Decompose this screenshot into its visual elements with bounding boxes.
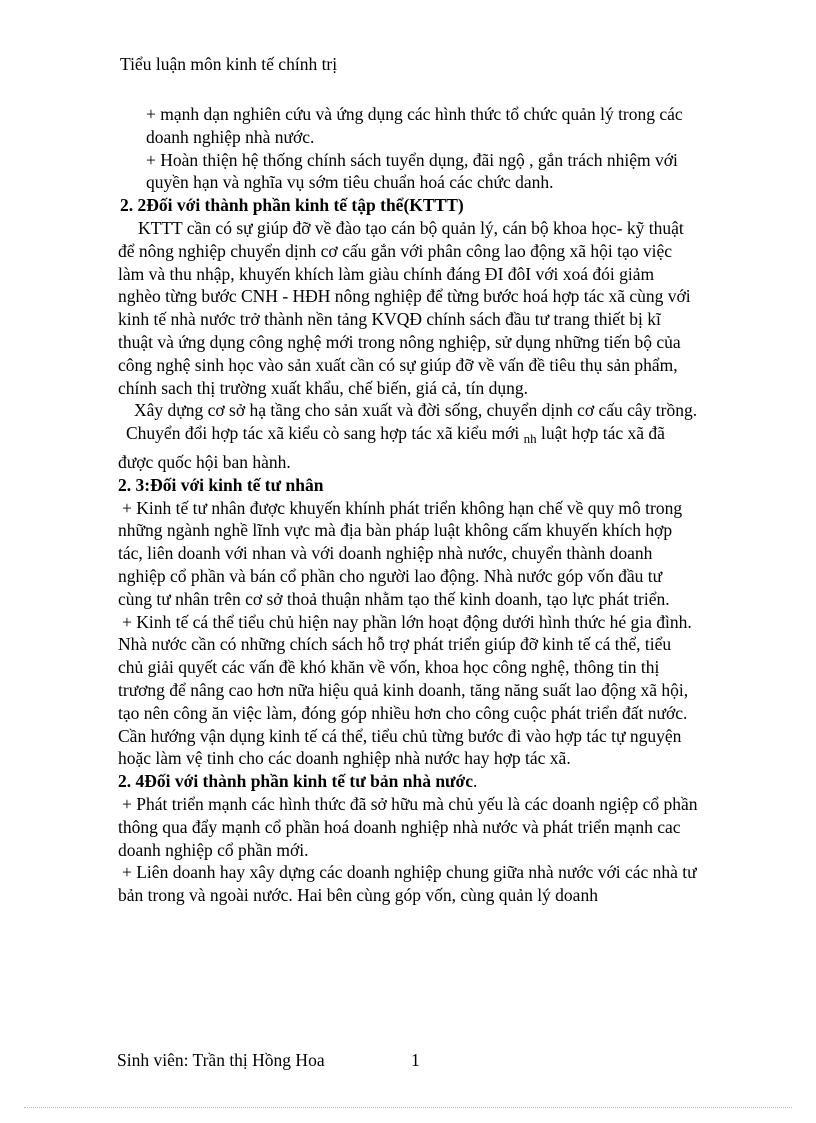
page-bottom-divider — [24, 1107, 792, 1108]
heading-dot: . — [473, 771, 478, 792]
paragraph — [118, 422, 698, 474]
page-header: Tiểu luận môn kinh tế chính trị — [120, 54, 338, 74]
bullet-paragraph: + Phát triển mạnh các hình thức đã sở hữu mà chủ yếu là các doanh ngiệp cổ phần thông qua đẩy mạnh cổ phần hoá doanh nghiệp nhà nước và phát triển mạnh cac doanh nghiệp cổ phần mới. — [118, 793, 698, 860]
bullet-paragraph: + Kinh tế tư nhân được khuyến khính phát triển không hạn chế về quy mô trong những ngành nghề lĩnh vực mà địa bàn pháp luật không cấm khuyến khích hợp tác, liên doanh với nhan và với doanh nghiệp nhà nước, chuyển thành doanh nghiệp cổ phần và bán cổ phần cho người lao động. Nhà nước góp vốn đầu tư cùng tư nhân trên cơ sở thoả thuận nhằm tạo thế kinh doanh, tạo lực phát triển. — [118, 497, 683, 609]
paragraph-text: Chuyển đổi hợp tác xã kiểu cò sang hợp tác xã kiểu mới — [126, 423, 520, 444]
bullet-paragraph: + Hoàn thiện hệ thống chính sách tuyển dụng, đãi ngộ , gắn trách nhiệm với quyền hạn và nghĩa vụ sớm tiêu chuẩn hoá các chức danh. — [146, 149, 678, 193]
document-body — [118, 103, 698, 907]
section-heading-2-3: 2. 3:Đối với kinh tế tư nhân — [118, 474, 324, 495]
page-footer — [117, 1050, 437, 1071]
bullet-paragraph: + Liên doanh hay xây dựng các doanh nghiệp chung giữa nhà nước với các nhà tư bản trong và ngoài nước. Hai bên cùng góp vốn, cùng quản lý doanh — [118, 862, 697, 906]
paragraph-text: luật hợp tác xã đã được quốc hội ban hành. — [118, 423, 665, 472]
subscript-text: nh — [523, 431, 537, 447]
paragraph: KTTT cần có sự giúp đỡ về đào tạo cán bộ quản lý, cán bộ khoa học- kỹ thuật để nông nghiệp chuyển dịnh cơ cấu gắn với phân công lao động xã hội tạo việc làm và thu nhập, khuyến khích làm giàu chính đáng ĐI đôI với xoá đói giảm nghèo từng bước CNH - HĐH nông nghiệp để từng bước hoá hợp tác xã cùng với kinh tế nhà nước trở thành nền tảng KVQĐ chính sách đầu tư trang thiết bị kĩ thuật và ứng dụng công nghệ mới trong nông nghiệp, sử dụng những tiến bộ của công nghệ sinh học vào sản xuất cần có sự giúp đỡ về vấn đề tiêu thụ sản phẩm, chính sach thị trường xuất khẩu, chế biến, giá cả, tín dụng. — [118, 217, 691, 398]
section-heading-2-4 — [118, 770, 698, 793]
section-heading-2-2: 2. 2Đối với thành phần kinh tế tập thể(KTTT) — [120, 195, 464, 216]
heading-text: 2. 4Đối với thành phần kinh tế tư bản nhà nước — [118, 771, 474, 792]
bullet-paragraph: + Kinh tế cá thể tiểu chủ hiện nay phần lớn hoạt động dưới hình thức hé gia đình. Nhà nước cần có những chích sách hỗ trợ phát triển giúp đỡ kinh tế cá thể, tiểu chủ giải quyết các vấn đề khó khăn về vốn, khoa học công nghệ, thông tin thị trương để nâng cao hơn nữa hiệu quả kinh doanh, tăng năng suất lao động xã hội, tạo nên công ăn việc làm, đóng góp nhiều hơn cho công cuộc phát triển đất nước. Cần hướng vận dụng kinh tế cá thể, tiểu chủ từng bước đi vào hợp tác tự nguyện hoặc làm vệ tinh cho các doanh nghiệp nhà nước hay hợp tác xã. — [118, 611, 692, 769]
student-name: Sinh viên: Trần thị Hồng Hoa — [117, 1050, 325, 1070]
page-number: 1 — [411, 1050, 420, 1070]
paragraph: Xây dựng cơ sở hạ tầng cho sản xuất và đời sống, chuyển dịnh cơ cấu cây trồng. — [134, 400, 698, 421]
bullet-paragraph: + mạnh dạn nghiên cứu và ứng dụng các hình thức tổ chức quản lý trong các doanh nghiệp nhà nước. — [146, 104, 683, 147]
